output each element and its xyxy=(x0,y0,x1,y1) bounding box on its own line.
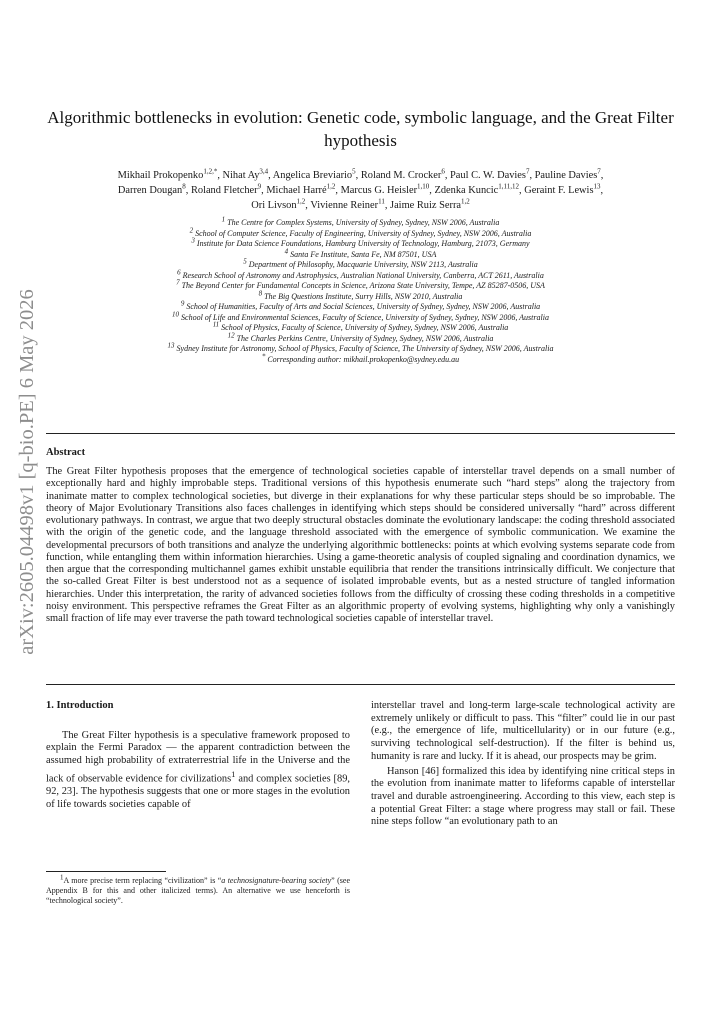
intro-paragraph-2: Hanson [46] formalized this idea by identifying nine critical steps in the evolution from inanimate matter to lifeforms capable of interstellar travel and durable astroengineering. According to this view, each step is a potential Great Filter: a stage where progress may stall or fail. These nine steps follow “an evolutionary path to an xyxy=(371,765,675,828)
affiliation-text: Corresponding author: mikhail.prokopenko@sydney.edu.au xyxy=(265,354,460,364)
affiliation-marker: 13 xyxy=(167,341,175,350)
author-affiliation-marker: 3,4 xyxy=(259,167,269,176)
author-affiliation-marker: 13 xyxy=(593,182,601,191)
affiliation-marker: 1 xyxy=(221,215,226,224)
arxiv-sidebar xyxy=(12,262,42,682)
affiliation-text: Department of Philosophy, Macquarie University, NSW 2113, Australia xyxy=(246,260,478,269)
author-affiliation-marker: 7 xyxy=(525,167,530,176)
right-column xyxy=(371,700,675,829)
author-name: Geraint F. Lewis xyxy=(524,185,594,197)
author xyxy=(434,182,519,197)
author xyxy=(360,167,445,181)
author xyxy=(251,197,306,212)
affiliation-list xyxy=(46,215,675,365)
author-list: Mikhail Prokopenko$^{1,2,*}$, Nihat Ay$^{3,4}$, Angelica Breviario$^5$, Roland M. Crocker$^6$, Paul C. W. Davies$^7$, Pauline Davies$^7$, Darren Dougan$^8$, Roland Fletcher$^9$, Michael Harré$^{1,2}$, Marcus G. Heisler$^{1,10}$, Zdenka Kuncic$^{1,11,12}$, Geraint F. Lewis$^{13}$, Ori Livson$^{1,2}$, Vivienne Reiner$^{11}$, Jaime Ruiz Serra$^{1,2}$ xyxy=(117,167,604,212)
affiliation xyxy=(46,278,675,292)
affiliation xyxy=(46,236,675,250)
affiliation-text: School of Computer Science, Faculty of Engineering, University of Sydney, Sydney, NSW 2006, Australia xyxy=(193,228,532,238)
author-affiliation-marker: 1,2 xyxy=(461,197,470,206)
author xyxy=(310,197,385,212)
author-name: Mikhail Prokopenko xyxy=(117,170,204,181)
abstract-bottom-rule xyxy=(46,684,675,685)
author-affiliation-marker: 5 xyxy=(352,167,356,176)
author-name: Jaime Ruiz Serra xyxy=(390,200,462,212)
footnote-1: $^1$A more precise term replacing “civilization” is “a technosignature-bearing society” (see Appendix B for this and other italicized terms). An alternative we use henceforth is “technological society”. xyxy=(46,873,350,905)
author-affiliation-marker: 1,2,* xyxy=(203,167,218,176)
author-name: Angelica Breviario xyxy=(272,170,353,181)
affiliation-marker: 4 xyxy=(284,246,289,255)
left-column xyxy=(46,700,350,811)
affiliation-marker: 6 xyxy=(177,267,181,276)
affiliation xyxy=(46,246,675,261)
affiliation-text: Institute for Data Science Foundations, Hamburg University of Technology, Hamburg, 21073, Germany xyxy=(194,239,530,248)
author-affiliation-marker: 7 xyxy=(597,167,601,176)
author-affiliation-marker: 9 xyxy=(257,182,262,191)
author xyxy=(266,182,336,197)
author-affiliation-marker: 6 xyxy=(441,167,445,176)
affiliation xyxy=(46,288,675,303)
author xyxy=(190,182,262,197)
affiliation-text: School of Physics, Faculty of Science, University of Sydney, Sydney, NSW 2006, Australia xyxy=(219,323,509,332)
author-name: Roland Fletcher xyxy=(190,185,258,197)
affiliation-marker: 9 xyxy=(180,299,185,308)
affiliation-text: Research School of Astronomy and Astrophysics, Australian National University, Canberra, ACT 2611, Australia xyxy=(180,270,544,280)
abstract-text: The Great Filter hypothesis proposes that the emergence of technological societies capable of interstellar travel depends on a small number of exceptionally hard and highly improbable steps. Traditional versions of this hypothesis enumerate such “hard steps” along the trajectory from inanimate matter to complex technological societies, but diverge in their explanations for why these particular steps should be so improbable. The theory of Major Evolutionary Transitions also faces challenges in identifying which steps should be considered universally “hard” across different evolutionary pathways. In contrast, we argue that two deeply structural obstacles dominate the evolutionary landscape: the coding threshold associated with the origin of the genetic code, and the language threshold associated with the emergence of symbolic communication. We examine the developmental precursors of both transitions and analyze the underlying algorithmic bottlenecks: points at which evolving systems separate code from function, while entangling them within information hierarchies. Using a game-theoretic analysis of coupled signaling and coordination dynamics, we then argue that the corresponding multichannel games exhibit unstable equilibria that render the transitions intrinsically difficult. We conjecture that the so-called Great Filter is best understood not as a sequence of isolated improbable events, but as a nested structure of tangled information hierarchies. Under this interpretation, the rarity of advanced societies follows from the difficulty of crossing these coding thresholds in a competitive noisy environment. This perspective reframes the Great Filter as an algorithmic property of evolving systems, highlighting why only a vanishingly small fraction of life may ever traverse the path toward technological societies capable of interstellar travel. xyxy=(46,466,675,624)
affiliation-text: Sydney Institute for Astronomy, School of Physics, Faculty of Science, The University of Sydney, NSW 2006, Australia xyxy=(174,344,554,353)
author xyxy=(450,167,530,181)
author xyxy=(117,182,186,197)
author xyxy=(534,167,601,181)
author-affiliation-marker: 8 xyxy=(182,182,186,191)
author xyxy=(340,182,430,197)
author-name: Pauline Davies xyxy=(534,170,598,181)
author xyxy=(272,167,356,181)
abstract-heading: Abstract xyxy=(46,447,86,458)
affiliation-text: School of Life and Environmental Sciences, Faculty of Science, University of Sydney, Sydney, NSW 2006, Australia xyxy=(179,312,549,322)
affiliation-text: The Beyond Center for Fundamental Concepts in Science, Arizona State University, Tempe, AZ 85287-0506, USA xyxy=(179,281,545,290)
paper-title: Algorithmic bottlenecks in evolution: Genetic code, symbolic language, and the Great Filter hypothesis xyxy=(47,108,674,150)
author xyxy=(222,167,269,181)
affiliation xyxy=(46,257,675,271)
author-affiliation-marker: 11 xyxy=(378,197,385,206)
affiliation-text: School of Humanities, Faculty of Arts and Social Sciences, University of Sydney, Sydney, NSW 2006, Australia xyxy=(184,302,541,311)
author xyxy=(390,197,470,212)
affiliation-text: The Big Questions Institute, Surry Hills, NSW 2010, Australia xyxy=(262,291,463,301)
affiliation-marker: 11 xyxy=(212,320,220,329)
affiliation-text: The Charles Perkins Centre, University of Sydney, Sydney, NSW 2006, Australia xyxy=(234,333,494,343)
affiliation-marker: 8 xyxy=(258,288,263,297)
intro-paragraph-1-continued: interstellar travel and long-term large-scale technological activity are extremely unlikely or difficult to pass. This “filter” could lie in our past (e.g., the emergence of life, multicellularity) or in our future (e.g., surviving technological self-destruction). If the filter is behind us, humanity is rare and lucky. If it is ahead, our prospects may be grim. xyxy=(371,700,675,762)
affiliation xyxy=(46,299,675,313)
author-name: Paul C. W. Davies xyxy=(450,170,526,181)
affiliation xyxy=(46,215,675,229)
author-name: Vivienne Reiner xyxy=(310,200,379,212)
author-name: Ori Livson xyxy=(251,200,297,212)
affiliation-marker: 3 xyxy=(191,236,195,245)
author xyxy=(524,182,601,197)
affiliation xyxy=(46,309,675,324)
affiliation-text: Santa Fe Institute, Santa Fe, NM 87501, USA xyxy=(288,249,437,259)
affiliation xyxy=(46,341,675,355)
arxiv-identifier: arXiv:2605.04498v1 [q-bio.PE] 6 May 2026 xyxy=(16,289,38,655)
affiliation-text: The Centre for Complex Systems, University of Sydney, Sydney, NSW 2006, Australia xyxy=(225,218,500,227)
author-name: Darren Dougan xyxy=(117,185,183,197)
author xyxy=(117,167,218,181)
abstract-top-rule xyxy=(46,433,675,434)
section-heading-introduction: 1. Introduction xyxy=(46,700,114,711)
intro-paragraph-1: The Great Filter hypothesis is a speculative framework proposed to explain the Fermi Paradox — the apparent contradiction between the assumed high probability of extraterrestrial life in the Universe and the lack of observable evidence for civilizations$^1$ and complex societies [89, 92, 23]. The hypothesis suggests that one or more stages in the evolution of life towards societies capable of xyxy=(46,729,351,810)
author-name: Marcus G. Heisler xyxy=(340,185,418,197)
author-affiliation-marker: 1,2 xyxy=(326,182,336,191)
affiliation xyxy=(46,225,675,240)
affiliation xyxy=(46,267,675,282)
affiliation-marker: 2 xyxy=(189,225,194,234)
footnote-marker[interactable]: 1 xyxy=(231,768,236,779)
author-name: Nihat Ay xyxy=(222,170,260,181)
affiliation-marker: 5 xyxy=(243,257,247,266)
author-affiliation-marker: 1,2 xyxy=(296,197,306,206)
affiliation xyxy=(46,330,675,345)
affiliation-marker: 7 xyxy=(176,278,180,287)
author-affiliation-marker: 1,11,12 xyxy=(498,182,519,191)
affiliation-marker: 12 xyxy=(227,330,235,339)
affiliation-marker: * xyxy=(261,351,266,360)
author-name: Michael Harré xyxy=(266,185,327,197)
author-name: Zdenka Kuncic xyxy=(434,185,499,197)
author-affiliation-marker: 1,10 xyxy=(417,182,430,191)
author-name: Roland M. Crocker xyxy=(360,170,442,181)
affiliation xyxy=(46,351,675,366)
affiliation-marker: 10 xyxy=(172,309,180,318)
affiliation xyxy=(46,320,675,334)
footnote-rule xyxy=(46,871,166,872)
